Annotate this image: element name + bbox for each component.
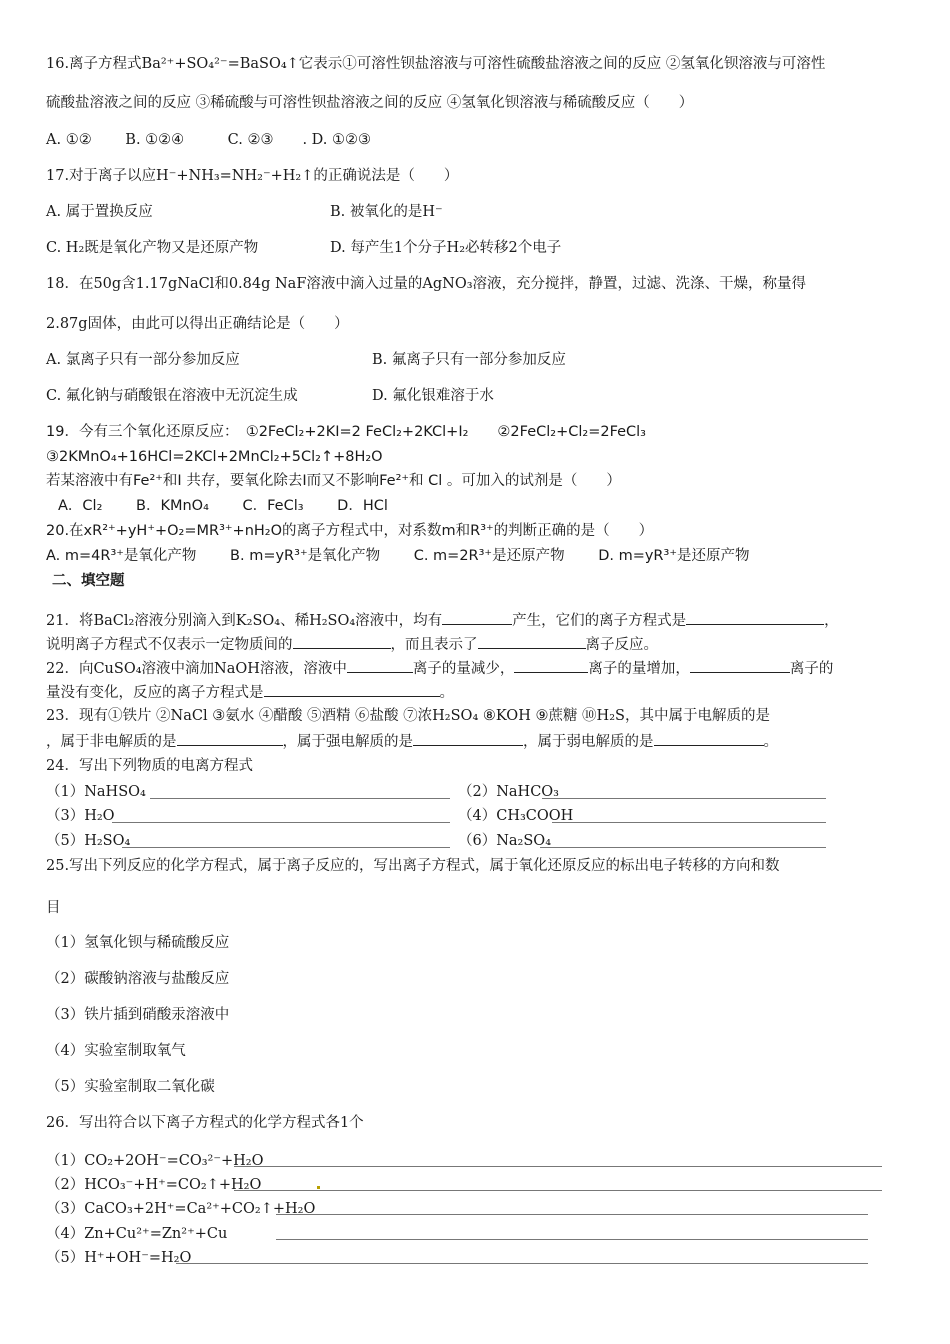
q21-blank-3[interactable] bbox=[293, 634, 391, 649]
q18-line2: 2.87g固体，由此可以得出正确结论是（ ） bbox=[46, 316, 349, 332]
q18-option-d: D. 氟化银难溶于水 bbox=[372, 388, 494, 404]
q22-blank-3[interactable] bbox=[690, 658, 790, 673]
q16-line1: 16.离子方程式Ba²⁺+SO₄²⁻=BaSO₄↑它表示①可溶性钡盐溶液与可溶性硫酸盐溶液之间的反应 ②氢氧化钡溶液与可溶性 bbox=[46, 56, 826, 72]
q24-item: （4）CH₃COOH bbox=[458, 808, 574, 824]
q23-blank-1[interactable] bbox=[177, 731, 283, 746]
q23-text: 。 bbox=[763, 734, 778, 750]
q19-line2: ③2KMnO₄+16HCl=2KCl+2MnCl₂+5Cl₂↑+8H₂O bbox=[46, 449, 383, 465]
q25-item: （1）氢氧化钡与稀硫酸反应 bbox=[46, 935, 230, 951]
q21-line2 bbox=[46, 634, 658, 655]
q23-blank-2[interactable] bbox=[413, 731, 523, 746]
q26-item: （5）H⁺+OH⁻=H₂O bbox=[46, 1250, 192, 1266]
q22-blank-2[interactable] bbox=[514, 658, 588, 673]
q16-line2: 硫酸盐溶液之间的反应 ③稀硫酸与可溶性钡盐溶液之间的反应 ④氢氧化钡溶液与稀硫酸反应（ ） bbox=[46, 95, 694, 111]
q26-answer-line[interactable] bbox=[176, 1262, 868, 1264]
q22-blank-4[interactable] bbox=[264, 682, 440, 697]
q23-text: ，属于非电解质的是 bbox=[46, 734, 177, 750]
q24-answer-line[interactable] bbox=[150, 797, 450, 799]
q25-item: （5）实验室制取二氧化碳 bbox=[46, 1079, 215, 1095]
q24-answer-line[interactable] bbox=[552, 821, 826, 823]
q21-text: ， bbox=[824, 613, 839, 629]
q22-line2 bbox=[46, 682, 454, 703]
q23-blank-3[interactable] bbox=[654, 731, 764, 746]
q18-option-c: C. 氟化钠与硝酸银在溶液中无沉淀生成 bbox=[46, 388, 298, 404]
q21-text: 离子反应。 bbox=[585, 637, 658, 653]
scan-speck bbox=[317, 1186, 320, 1189]
q24-answer-line[interactable] bbox=[122, 846, 450, 848]
q22-text: 。 bbox=[439, 685, 454, 701]
q24-stem: 24．写出下列物质的电离方程式 bbox=[46, 758, 253, 774]
q18-option-b: B. 氟离子只有一部分参加反应 bbox=[372, 352, 566, 368]
q21-line1 bbox=[46, 610, 839, 631]
q22-text: 离子的 bbox=[789, 661, 834, 677]
q20-stem: 20.在xR²⁺+yH⁺+O₂=MR³⁺+nH₂O的离子方程式中，对系数m和R³⁺的判断正确的是（ ） bbox=[46, 523, 654, 539]
q17-option-a: A. 属于置换反应 bbox=[46, 204, 153, 220]
q23-text: ，属于弱电解质的是 bbox=[523, 734, 654, 750]
q18-line1: 18．在50g含1.17gNaCl和0.84g NaF溶液中滴入过量的AgNO₃溶液，充分搅拌，静置，过滤、洗涤、干燥，称量得 bbox=[46, 276, 807, 292]
q26-answer-line[interactable] bbox=[234, 1165, 882, 1167]
q24-answer-line[interactable] bbox=[112, 821, 450, 823]
q21-text: 产生，它们的离子方程式是 bbox=[512, 613, 687, 629]
q24-answer-line[interactable] bbox=[542, 797, 826, 799]
q17-option-d: D. 每产生1个分子H₂必转移2个电子 bbox=[330, 240, 562, 256]
q23-line2 bbox=[46, 731, 778, 752]
q26-item: （3）CaCO₃+2H⁺=Ca²⁺+CO₂↑+H₂O bbox=[46, 1201, 316, 1217]
q23-text: ，属于强电解质的是 bbox=[282, 734, 413, 750]
q21-text: 说明离子方程式不仅表示一定物质间的 bbox=[46, 637, 293, 653]
q21-text: 21．将BaCl₂溶液分别滴入到K₂SO₄、稀H₂SO₄溶液中，均有 bbox=[46, 613, 443, 629]
q22-text: 离子的量减少， bbox=[412, 661, 515, 677]
q19-line1: 19．今有三个氧化还原反应： ①2FeCl₂+2KI=2 FeCl₂+2KCl+I₂ ②2FeCl₂+Cl₂=2FeCl₃ bbox=[46, 424, 646, 440]
q25-line1: 25.写出下列反应的化学方程式，属于离子反应的，写出离子方程式，属于氧化还原反应的标出电子转移的方向和数 bbox=[46, 858, 780, 874]
q24-item: （3）H₂O bbox=[46, 808, 115, 824]
q25-item: （3）铁片插到硝酸汞溶液中 bbox=[46, 1007, 230, 1023]
q26-answer-line[interactable] bbox=[276, 1238, 868, 1240]
q21-blank-1[interactable] bbox=[442, 610, 512, 625]
q24-answer-line[interactable] bbox=[540, 846, 826, 848]
q16-options: A. ①② B. ①②④ C. ②③ . D. ①②③ bbox=[46, 132, 372, 148]
q20-options: A. m=4R³⁺是氧化产物 B. m=yR³⁺是氧化产物 C. m=2R³⁺是还原产物 D. m=yR³⁺是还原产物 bbox=[46, 548, 750, 564]
q24-item: （1）NaHSO₄ bbox=[46, 784, 146, 800]
q21-text: ，而且表示了 bbox=[390, 637, 478, 653]
q17-stem: 17.对于离子以应H⁻+NH₃=NH₂⁻+H₂↑的正确说法是（ ） bbox=[46, 168, 459, 184]
q24-item: （6）Na₂SO₄ bbox=[458, 833, 552, 849]
q21-blank-4[interactable] bbox=[478, 634, 586, 649]
q25-line2: 目 bbox=[46, 900, 61, 916]
q19-options: A．Cl₂ B．KMnO₄ C．FeCl₃ D．HCl bbox=[58, 498, 388, 514]
q25-item: （4）实验室制取氧气 bbox=[46, 1043, 186, 1059]
q25-item: （2）碳酸钠溶液与盐酸反应 bbox=[46, 971, 230, 987]
q26-item: （1）CO₂+2OH⁻=CO₃²⁻+H₂O bbox=[46, 1153, 264, 1169]
q24-item: （5）H₂SO₄ bbox=[46, 833, 131, 849]
q24-item: （2）NaHCO₃ bbox=[458, 784, 559, 800]
q26-item: （2）HCO₃⁻+H⁺=CO₂↑+H₂O bbox=[46, 1177, 262, 1193]
q26-answer-line[interactable] bbox=[276, 1213, 868, 1215]
q26-item: （4）Zn+Cu²⁺=Zn²⁺+Cu bbox=[46, 1226, 228, 1242]
q23-line1: 23．现有①铁片 ②NaCl ③氨水 ④醋酸 ⑤酒精 ⑥盐酸 ⑦浓H₂SO₄ ⑧KOH ⑨蔗糖 ⑩H₂S，其中属于电解质的是 bbox=[46, 708, 770, 724]
q26-stem: 26．写出符合以下离子方程式的化学方程式各1个 bbox=[46, 1115, 364, 1131]
q26-answer-line[interactable] bbox=[234, 1189, 882, 1191]
q21-blank-2[interactable] bbox=[686, 610, 824, 625]
q22-blank-1[interactable] bbox=[347, 658, 413, 673]
q22-text: 量没有变化，反应的离子方程式是 bbox=[46, 685, 264, 701]
q22-line1 bbox=[46, 658, 833, 679]
section-title: 二、填空题 bbox=[52, 573, 125, 589]
q17-option-c: C. H₂既是氧化产物又是还原产物 bbox=[46, 240, 259, 256]
q19-line3: 若某溶液中有Fe²⁺和I 共存，要氧化除去I而又不影响Fe²⁺和 Cl 。可加入的试剂是（ ） bbox=[46, 473, 621, 489]
q22-text: 22．向CuSO₄溶液中滴加NaOH溶液，溶液中 bbox=[46, 661, 347, 677]
q18-option-a: A. 氯离子只有一部分参加反应 bbox=[46, 352, 240, 368]
q22-text: 离子的量增加， bbox=[588, 661, 690, 677]
q17-option-b: B. 被氧化的是H⁻ bbox=[330, 204, 443, 220]
